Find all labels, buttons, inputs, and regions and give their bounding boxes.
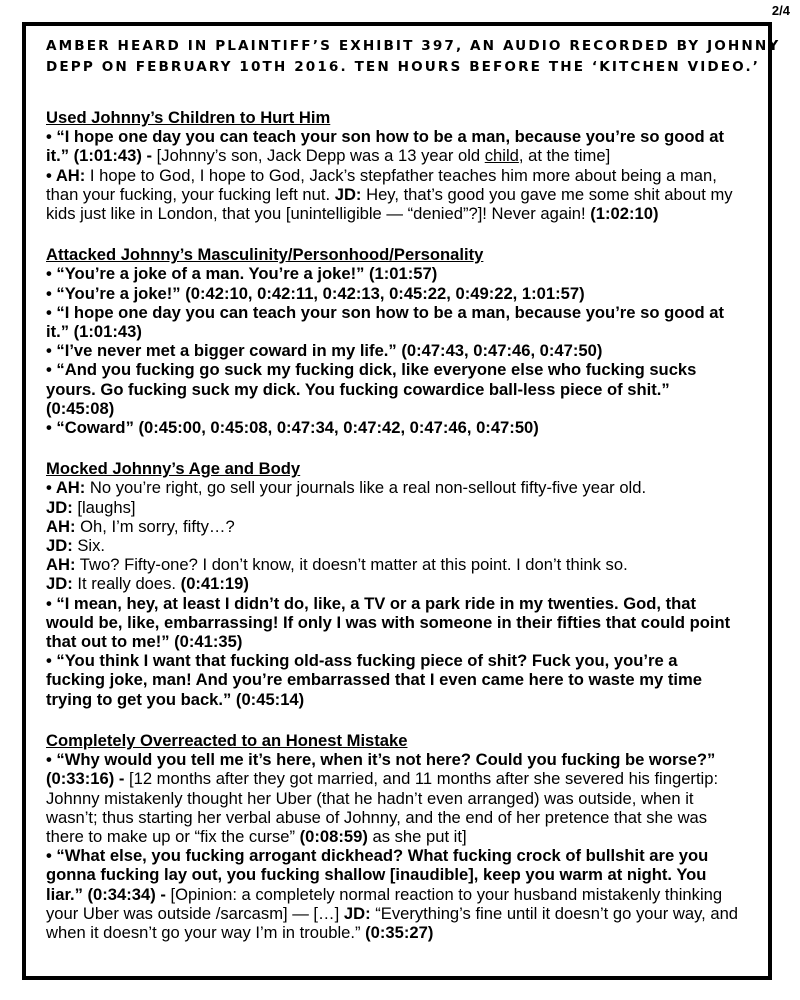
- text-segment: there to make up or “fix the curse”: [46, 826, 300, 846]
- text-segment: (1:02:10): [590, 204, 659, 224]
- text-line: [46, 303, 754, 322]
- text-segment: •: [46, 478, 56, 498]
- document-frame: [22, 22, 781, 980]
- text-segment: as she put it]: [367, 826, 467, 846]
- text-line: [46, 322, 754, 341]
- text-line: [46, 885, 754, 904]
- page-number: 2/4: [771, 3, 790, 18]
- text-line: [46, 827, 754, 846]
- text-line: [46, 769, 754, 788]
- text-line: [46, 865, 754, 884]
- text-line: [46, 632, 754, 651]
- text-segment: JD:: [343, 903, 371, 923]
- text-segment: • “You’re a joke!” (0:42:10, 0:42:11, 0:42:13, 0:45:22, 0:49:22, 1:01:57): [46, 283, 585, 303]
- text-line: [46, 651, 754, 670]
- section-heading: Used Johnny’s Children to Hurt Him: [46, 108, 331, 127]
- text-segment: JD:: [334, 184, 362, 204]
- section-heading: Attacked Johnny’s Masculinity/Personhood/Personality: [46, 245, 484, 265]
- text-segment: Hey, that’s good you gave me some shit about my: [361, 184, 733, 204]
- text-line: [46, 750, 754, 769]
- text-line: [46, 418, 754, 437]
- text-segment: JD:: [46, 536, 73, 556]
- section: [46, 459, 754, 709]
- text-segment: • “You’re a joke of a man. You’re a joke!” (1:01:57): [46, 264, 438, 284]
- text-segment: (0:33:16) -: [46, 769, 125, 789]
- text-segment: trying to get you back.” (0:45:14): [46, 689, 305, 709]
- text-segment: It really does.: [72, 574, 181, 594]
- text-segment: •: [46, 165, 56, 185]
- text-segment: than your fucking, your fucking left nut.: [46, 184, 335, 204]
- section: [46, 245, 754, 437]
- text-segment: • “Why would you tell me it’s here, when it’s not here? Could you fucking be worse?”: [46, 750, 716, 770]
- text-line: [46, 846, 754, 865]
- text-line: [46, 904, 754, 923]
- text-segment: child: [484, 146, 519, 166]
- text-line: [46, 613, 754, 632]
- text-line: [46, 574, 754, 593]
- text-segment: it.” (1:01:43) -: [46, 146, 153, 166]
- text-segment: AH:: [46, 516, 76, 536]
- text-segment: [Johnny’s son, Jack Depp was a 13 year old: [152, 146, 485, 166]
- text-segment: Johnny mistakenly thought her Uber (that he hadn’t even arranged) was outside, when it: [46, 788, 694, 808]
- sections-container: [46, 108, 754, 942]
- text-line: [46, 380, 754, 399]
- text-segment: , at the time]: [518, 146, 611, 166]
- text-line: [46, 399, 754, 418]
- text-segment: • “I mean, hey, at least I didn’t do, like, a TV or a park ride in my twenties. God, that: [46, 593, 697, 613]
- text-segment: wasn’t; thus starting her verbal abuse of Johnny, and the end of her pretence that she was: [46, 807, 708, 827]
- text-line: [46, 360, 754, 379]
- text-line: [46, 204, 754, 223]
- section: [46, 108, 754, 223]
- text-segment: AH:: [55, 478, 86, 498]
- text-line: [46, 341, 754, 360]
- text-segment: JD:: [46, 497, 73, 517]
- text-line: [46, 789, 754, 808]
- section-heading: Mocked Johnny’s Age and Body: [46, 459, 301, 479]
- text-segment: (0:08:59): [299, 826, 368, 846]
- text-line: [46, 594, 754, 613]
- text-segment: No you’re right, go sell your journals like a real non-sellout fifty-five year old.: [85, 478, 647, 498]
- text-segment: [Opinion: a completely normal reaction to your husband mistakenly thinking: [165, 884, 723, 904]
- section: [46, 731, 754, 942]
- text-line: [46, 146, 754, 165]
- text-line: [46, 536, 754, 555]
- text-segment: that out to me!” (0:41:35): [46, 632, 243, 652]
- text-segment: your Uber was outside /sarcasm] — […]: [46, 903, 344, 923]
- text-line: [46, 555, 754, 574]
- text-segment: yours. Go fucking suck my dick. You fucking cowardice ball-less piece of shit.”: [46, 379, 670, 399]
- text-segment: (0:41:19): [180, 574, 249, 594]
- text-segment: • “I hope one day you can teach your son how to be a man, because you’re so good at: [46, 302, 724, 322]
- text-segment: [laughs]: [72, 497, 136, 517]
- text-line: [46, 690, 754, 709]
- text-line: [46, 185, 754, 204]
- text-segment: fucking joke, man! And you’re embarrassed that I even came here to waste my time: [46, 670, 702, 690]
- text-line: [46, 517, 754, 536]
- text-segment: gonna fucking lay out, you fucking shallow [inaudible], keep you warm at night. You: [46, 865, 707, 885]
- text-line: [46, 808, 754, 827]
- text-line: [46, 478, 754, 497]
- header-line-1: AMBER HEARD IN PLAINTIFF’S EXHIBIT 397, AN AUDIO RECORDED BY JOHNNY: [46, 38, 781, 54]
- text-line: [46, 670, 754, 689]
- text-segment: would be, like, embarrassing! If only I was with someone in their fifties that could point: [46, 612, 731, 632]
- text-segment: [12 months after they got married, and 11 months after she severed his fingertip:: [124, 769, 719, 789]
- text-segment: • “You think I want that fucking old-ass fucking piece of shit? Fuck you, you’re a: [46, 651, 678, 671]
- text-segment: • “And you fucking go suck my fucking dick, like everyone else who fucking sucks: [46, 360, 697, 380]
- text-line: [46, 264, 754, 283]
- text-line: [46, 127, 754, 146]
- text-segment: Six.: [72, 536, 106, 556]
- text-segment: I hope to God, I hope to God, Jack’s stepfather teaches him more about being a man,: [85, 165, 717, 185]
- text-segment: kids just like in London, that you [unintelligible — “denied”?]! Never again!: [46, 204, 591, 224]
- text-segment: • “I hope one day you can teach your son how to be a man, because you’re so good at: [46, 127, 724, 147]
- text-segment: • “I’ve never met a bigger coward in my life.” (0:47:43, 0:47:46, 0:47:50): [46, 341, 603, 361]
- document-header: [46, 36, 781, 78]
- text-segment: • “Coward” (0:45:00, 0:45:08, 0:47:34, 0:47:42, 0:47:46, 0:47:50): [46, 418, 539, 438]
- text-line: [46, 498, 754, 517]
- text-segment: when it doesn’t go your way I’m in trouble.”: [46, 922, 366, 942]
- text-segment: Oh, I’m sorry, fifty…?: [75, 516, 235, 536]
- text-segment: Two? Fifty-one? I don’t know, it doesn’t matter at this point. I don’t think so.: [75, 555, 628, 575]
- text-line: [46, 923, 754, 942]
- text-segment: it.” (1:01:43): [46, 322, 142, 342]
- section-heading: Completely Overreacted to an Honest Mistake: [46, 730, 408, 750]
- text-line: [46, 284, 754, 303]
- text-segment: (0:45:08): [46, 398, 115, 418]
- text-segment: liar.” (0:34:34) -: [46, 884, 166, 904]
- header-line-2: DEPP ON FEBRUARY 10TH 2016. TEN HOURS BEFORE THE ‘KITCHEN VIDEO.’: [46, 59, 761, 75]
- text-line: [46, 166, 754, 185]
- text-segment: AH:: [55, 165, 86, 185]
- text-segment: “Everything’s fine until it doesn’t go your way, and: [370, 903, 739, 923]
- text-segment: AH:: [46, 555, 76, 575]
- text-segment: • “What else, you fucking arrogant dickhead? What fucking crock of bullshit are you: [46, 846, 709, 866]
- text-segment: (0:35:27): [365, 922, 434, 942]
- text-segment: JD:: [46, 574, 73, 594]
